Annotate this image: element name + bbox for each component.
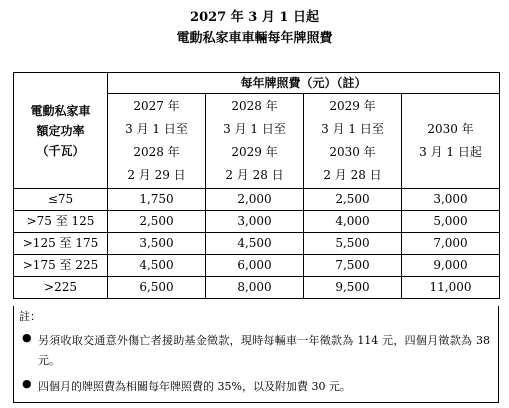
fee-cell: 8,000 — [206, 277, 304, 299]
period-header-2027 — [108, 94, 206, 189]
notes-box — [13, 306, 499, 403]
period-header-line: 2028 年 — [231, 99, 278, 113]
period-header-line: 2027 年 — [133, 99, 180, 113]
period-header-line: 2030 年 — [427, 122, 474, 136]
period-header-line: 3 月 1 日起 — [419, 145, 482, 159]
table-row — [14, 189, 500, 211]
period-header-2028 — [206, 94, 304, 189]
fee-cell: 7,000 — [402, 233, 500, 255]
power-rating-header-line: 電動私家車 — [30, 103, 91, 118]
power-cell: >175 至 225 — [14, 255, 108, 277]
period-header-line: 2 月 29 日 — [127, 168, 186, 182]
period-header-line: 3 月 1 日至 — [321, 122, 384, 136]
fee-cell: 6,500 — [108, 277, 206, 299]
period-header-line: 2 月 28 日 — [225, 168, 284, 182]
fee-cell: 2,500 — [304, 189, 402, 211]
fee-cell: 11,000 — [402, 277, 500, 299]
note-item — [22, 377, 490, 397]
fee-cell: 2,500 — [108, 211, 206, 233]
bullet-icon: ● — [22, 331, 32, 344]
period-header-line: 3 月 1 日至 — [125, 122, 188, 136]
fee-cell: 1,750 — [108, 189, 206, 211]
period-header-line: 2030 年 — [329, 145, 376, 159]
power-rating-header-line: 額定功率 — [36, 123, 85, 138]
period-header-line: 2029 年 — [329, 99, 376, 113]
note-item — [22, 331, 490, 371]
fee-cell: 4,000 — [304, 211, 402, 233]
fee-cell: 3,000 — [206, 211, 304, 233]
power-rating-header-line: （千瓦） — [36, 143, 85, 158]
period-header-2030 — [402, 94, 500, 189]
fee-cell: 3,000 — [402, 189, 500, 211]
fee-cell: 3,500 — [108, 233, 206, 255]
table-row — [14, 211, 500, 233]
period-header-line: 2028 年 — [133, 145, 180, 159]
document-title: 2027 年 3 月 1 日起 — [190, 10, 319, 25]
period-header-line: 2029 年 — [231, 145, 278, 159]
table-row — [14, 277, 500, 299]
fee-cell: 2,000 — [206, 189, 304, 211]
bullet-icon: ● — [22, 377, 32, 390]
fee-cell: 9,500 — [304, 277, 402, 299]
document-subtitle: 電動私家車車輛每年牌照費 — [176, 31, 333, 46]
fee-cell: 4,500 — [108, 255, 206, 277]
power-cell: >125 至 175 — [14, 233, 108, 255]
period-header-line: 2 月 28 日 — [323, 168, 382, 182]
period-header-line: 3 月 1 日至 — [223, 122, 286, 136]
fee-cell: 5,500 — [304, 233, 402, 255]
fee-cell: 6,000 — [206, 255, 304, 277]
period-header-2029 — [304, 94, 402, 189]
power-rating-header — [14, 73, 108, 189]
license-fee-table — [13, 72, 500, 299]
notes-heading: 註： — [19, 310, 41, 323]
table-row — [14, 233, 500, 255]
power-cell: >225 — [14, 277, 108, 299]
note-text: 另須收取交通意外傷亡者援助基金徵款，現時每輛車一年徵款為 114 元，四個月徵款為 38 元。 — [38, 334, 490, 367]
note-text: 四個月的牌照費為相關每年牌照費的 35%，以及附加費 30 元。 — [38, 380, 351, 393]
annual-fee-header: 每年牌照費（元）（註） — [108, 73, 500, 94]
power-cell: >75 至 125 — [14, 211, 108, 233]
fee-cell: 4,500 — [206, 233, 304, 255]
fee-cell: 5,000 — [402, 211, 500, 233]
fee-cell: 9,000 — [402, 255, 500, 277]
table-row — [14, 255, 500, 277]
fee-cell: 7,500 — [304, 255, 402, 277]
power-cell: ≤75 — [14, 189, 108, 211]
